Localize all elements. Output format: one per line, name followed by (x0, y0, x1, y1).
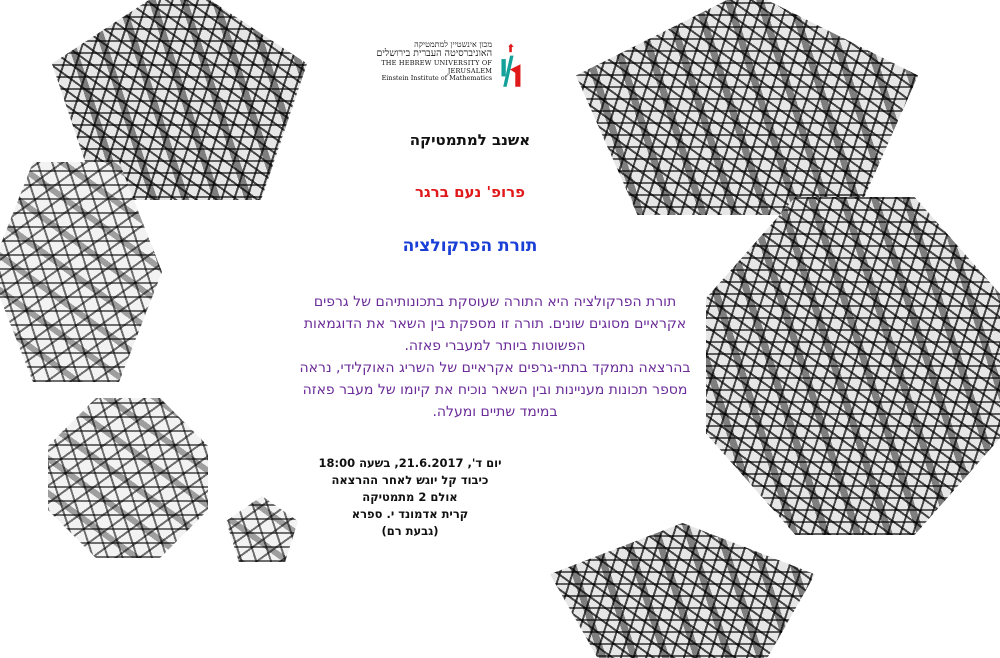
tiling-pattern-bottom-left (48, 398, 208, 558)
speaker-name: פרופ' נעם ברגר (414, 183, 526, 201)
refreshments-note: כיבוד קל יוגש לאחר ההרצאה (331, 473, 489, 487)
event-details (300, 455, 520, 540)
university-logo (356, 40, 524, 102)
logo-institute-en: Einstein Institute of Mathematics (381, 74, 493, 83)
logo-text-block (356, 40, 492, 83)
logo-university-en: THE HEBREW UNIVERSITY OF JERUSALEM (381, 59, 493, 75)
series-title: אשנב למתמטיקה (409, 131, 531, 149)
lecture-title: תורת הפרקולציה (402, 236, 538, 256)
abstract-line: בהרצאה נתמקד בתתי-גרפים אקראיים של השריג האוקלידי, נראה (299, 360, 691, 376)
abstract-line: הפשוטות ביותר למעברי פאזה. (404, 338, 586, 354)
event-campus-area: (גבעת רם) (381, 524, 439, 538)
event-date-time: יום ד', 21.6.2017, בשעה 18:00 (318, 456, 502, 470)
abstract-line: תורת הפרקולציה היא התורה שעוסקת בתכונותיהם של גרפים (313, 294, 677, 310)
tiling-pattern-bottom-right (550, 523, 815, 658)
logo-institute-he: מכון אינשטיין למתמטיקה (414, 40, 493, 49)
abstract-line: אקראיים מסוגים שונים. תורה זו מספקת בין השאר את הדוגמאות (303, 316, 687, 332)
event-hall: אולם 2 מתמטיקה (362, 490, 458, 504)
abstract-line: במימד שתיים ומעלה. (432, 404, 558, 420)
event-campus: קרית אדמונד י. ספרא (351, 507, 469, 521)
abstract-line: מספר תכונות מעניינות ובין השאר נוכיח את קיומו של מעבר פאזה (302, 382, 688, 398)
logo-university-he: האוניברסיטה העברית בירושלים (376, 48, 493, 60)
university-emblem-icon (498, 40, 524, 92)
tiling-pattern-right-large (706, 197, 1000, 535)
lecture-abstract (285, 291, 705, 423)
tiling-pattern-small-pentagon (226, 496, 298, 562)
